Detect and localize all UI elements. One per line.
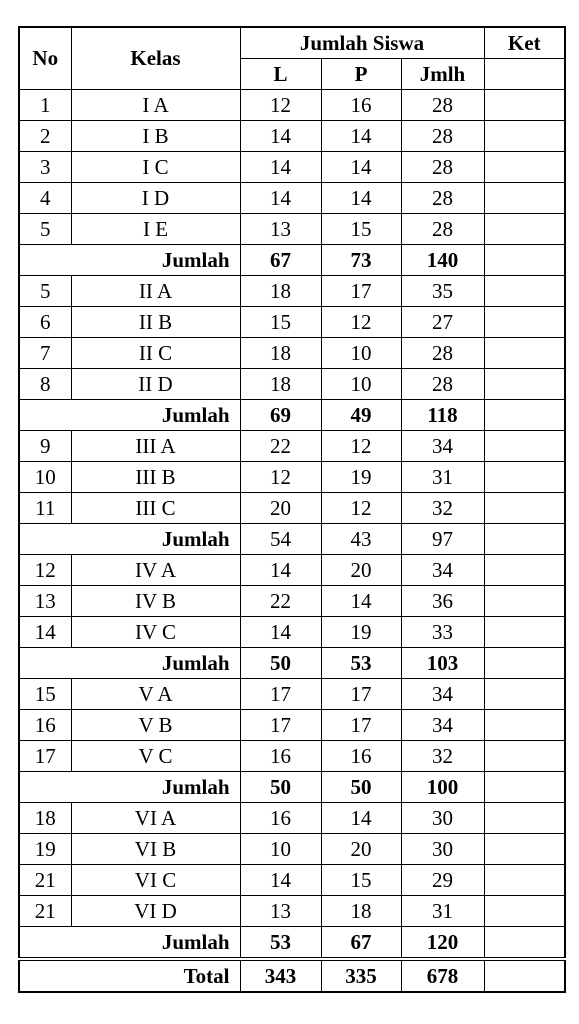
cell-jmlh: 34: [401, 555, 484, 586]
table-row: [19, 152, 565, 183]
cell-kelas: IV A: [71, 555, 240, 586]
table-row: [19, 710, 565, 741]
cell-ket: [484, 834, 565, 865]
cell-kelas: I E: [71, 214, 240, 245]
cell-jmlh: 34: [401, 431, 484, 462]
cell-jmlh: 28: [401, 90, 484, 121]
cell-jmlh: 31: [401, 896, 484, 927]
cell-no: 15: [19, 679, 71, 710]
subtotal-row: [19, 524, 565, 555]
cell-p: 20: [321, 555, 401, 586]
cell-p: 18: [321, 896, 401, 927]
cell-jmlh: 27: [401, 307, 484, 338]
table-row: [19, 679, 565, 710]
cell-ket: [484, 462, 565, 493]
cell-l: 18: [240, 276, 321, 307]
cell-ket: [484, 276, 565, 307]
header-p: P: [321, 59, 401, 90]
subtotal-label: Jumlah: [19, 648, 240, 679]
cell-p: 17: [321, 679, 401, 710]
table-row: [19, 865, 565, 896]
table-row: [19, 369, 565, 400]
subtotal-ket: [484, 648, 565, 679]
subtotal-ket: [484, 524, 565, 555]
cell-ket: [484, 679, 565, 710]
cell-jmlh: 28: [401, 121, 484, 152]
cell-ket: [484, 865, 565, 896]
cell-no: 7: [19, 338, 71, 369]
cell-no: 21: [19, 896, 71, 927]
header-l: L: [240, 59, 321, 90]
cell-p: 12: [321, 493, 401, 524]
cell-p: 16: [321, 741, 401, 772]
cell-ket: [484, 338, 565, 369]
cell-no: 9: [19, 431, 71, 462]
cell-p: 14: [321, 152, 401, 183]
total-l: 343: [240, 959, 321, 992]
cell-kelas: V C: [71, 741, 240, 772]
table-row: [19, 617, 565, 648]
cell-no: 4: [19, 183, 71, 214]
subtotal-row: [19, 400, 565, 431]
cell-no: 18: [19, 803, 71, 834]
cell-l: 14: [240, 121, 321, 152]
student-count-table: [18, 26, 566, 993]
cell-no: 13: [19, 586, 71, 617]
table-body: [19, 90, 565, 993]
table-row: [19, 276, 565, 307]
cell-kelas: I D: [71, 183, 240, 214]
cell-ket: [484, 617, 565, 648]
cell-ket: [484, 431, 565, 462]
cell-p: 17: [321, 710, 401, 741]
cell-no: 3: [19, 152, 71, 183]
cell-jmlh: 28: [401, 369, 484, 400]
cell-l: 17: [240, 710, 321, 741]
cell-ket: [484, 710, 565, 741]
table-row: [19, 741, 565, 772]
subtotal-label: Jumlah: [19, 927, 240, 960]
cell-ket: [484, 214, 565, 245]
subtotal-jmlh: 140: [401, 245, 484, 276]
cell-l: 14: [240, 865, 321, 896]
cell-kelas: VI B: [71, 834, 240, 865]
cell-kelas: VI C: [71, 865, 240, 896]
subtotal-ket: [484, 245, 565, 276]
subtotal-jmlh: 97: [401, 524, 484, 555]
cell-kelas: II B: [71, 307, 240, 338]
cell-l: 20: [240, 493, 321, 524]
cell-no: 8: [19, 369, 71, 400]
cell-ket: [484, 369, 565, 400]
subtotal-jmlh: 118: [401, 400, 484, 431]
cell-jmlh: 29: [401, 865, 484, 896]
cell-jmlh: 28: [401, 338, 484, 369]
total-ket: [484, 959, 565, 992]
cell-jmlh: 28: [401, 152, 484, 183]
cell-jmlh: 30: [401, 803, 484, 834]
subtotal-l: 50: [240, 648, 321, 679]
header-kelas: Kelas: [71, 27, 240, 90]
table-row: [19, 803, 565, 834]
cell-jmlh: 36: [401, 586, 484, 617]
cell-p: 15: [321, 214, 401, 245]
cell-l: 15: [240, 307, 321, 338]
cell-no: 6: [19, 307, 71, 338]
cell-l: 13: [240, 214, 321, 245]
cell-ket: [484, 183, 565, 214]
cell-p: 19: [321, 617, 401, 648]
table-row: [19, 121, 565, 152]
cell-l: 16: [240, 803, 321, 834]
cell-jmlh: 33: [401, 617, 484, 648]
subtotal-p: 53: [321, 648, 401, 679]
cell-jmlh: 34: [401, 710, 484, 741]
cell-ket: [484, 121, 565, 152]
cell-ket: [484, 493, 565, 524]
cell-p: 14: [321, 183, 401, 214]
header-ket: Ket: [484, 27, 565, 59]
table-row: [19, 462, 565, 493]
cell-kelas: VI A: [71, 803, 240, 834]
cell-jmlh: 32: [401, 493, 484, 524]
cell-jmlh: 35: [401, 276, 484, 307]
subtotal-row: [19, 648, 565, 679]
cell-no: 16: [19, 710, 71, 741]
subtotal-l: 50: [240, 772, 321, 803]
total-label: Total: [19, 959, 240, 992]
cell-kelas: IV C: [71, 617, 240, 648]
header-jumlah-siswa: Jumlah Siswa: [240, 27, 484, 59]
cell-no: 19: [19, 834, 71, 865]
table-row: [19, 90, 565, 121]
subtotal-jmlh: 103: [401, 648, 484, 679]
cell-kelas: II A: [71, 276, 240, 307]
subtotal-ket: [484, 927, 565, 960]
cell-no: 2: [19, 121, 71, 152]
cell-p: 10: [321, 369, 401, 400]
table-row: [19, 338, 565, 369]
subtotal-p: 43: [321, 524, 401, 555]
subtotal-row: [19, 772, 565, 803]
cell-no: 11: [19, 493, 71, 524]
header-no: No: [19, 27, 71, 90]
cell-kelas: II D: [71, 369, 240, 400]
subtotal-label: Jumlah: [19, 524, 240, 555]
cell-l: 12: [240, 462, 321, 493]
cell-ket: [484, 152, 565, 183]
subtotal-ket: [484, 400, 565, 431]
table-row: [19, 555, 565, 586]
subtotal-jmlh: 120: [401, 927, 484, 960]
cell-kelas: I B: [71, 121, 240, 152]
subtotal-p: 49: [321, 400, 401, 431]
subtotal-l: 53: [240, 927, 321, 960]
table-row: [19, 493, 565, 524]
subtotal-row: [19, 927, 565, 960]
cell-kelas: VI D: [71, 896, 240, 927]
subtotal-row: [19, 245, 565, 276]
cell-p: 19: [321, 462, 401, 493]
cell-ket: [484, 307, 565, 338]
cell-ket: [484, 803, 565, 834]
cell-no: 1: [19, 90, 71, 121]
subtotal-l: 54: [240, 524, 321, 555]
cell-no: 17: [19, 741, 71, 772]
cell-ket: [484, 741, 565, 772]
cell-kelas: V B: [71, 710, 240, 741]
cell-kelas: III B: [71, 462, 240, 493]
cell-ket: [484, 555, 565, 586]
cell-jmlh: 32: [401, 741, 484, 772]
cell-no: 5: [19, 276, 71, 307]
cell-l: 22: [240, 586, 321, 617]
cell-no: 10: [19, 462, 71, 493]
cell-p: 14: [321, 586, 401, 617]
cell-jmlh: 31: [401, 462, 484, 493]
cell-l: 13: [240, 896, 321, 927]
subtotal-l: 67: [240, 245, 321, 276]
cell-p: 15: [321, 865, 401, 896]
header-jmlh: Jmlh: [401, 59, 484, 90]
cell-l: 18: [240, 338, 321, 369]
table-row: [19, 896, 565, 927]
cell-l: 17: [240, 679, 321, 710]
subtotal-p: 67: [321, 927, 401, 960]
cell-ket: [484, 586, 565, 617]
cell-l: 12: [240, 90, 321, 121]
cell-l: 14: [240, 617, 321, 648]
header-ket-blank: [484, 59, 565, 90]
table-row: [19, 307, 565, 338]
table-row: [19, 431, 565, 462]
cell-p: 12: [321, 307, 401, 338]
cell-no: 14: [19, 617, 71, 648]
cell-p: 14: [321, 121, 401, 152]
cell-ket: [484, 90, 565, 121]
subtotal-label: Jumlah: [19, 245, 240, 276]
subtotal-jmlh: 100: [401, 772, 484, 803]
cell-l: 14: [240, 555, 321, 586]
cell-kelas: V A: [71, 679, 240, 710]
cell-l: 22: [240, 431, 321, 462]
subtotal-p: 73: [321, 245, 401, 276]
cell-kelas: IV B: [71, 586, 240, 617]
cell-kelas: I C: [71, 152, 240, 183]
subtotal-p: 50: [321, 772, 401, 803]
cell-p: 14: [321, 803, 401, 834]
cell-p: 10: [321, 338, 401, 369]
cell-kelas: III C: [71, 493, 240, 524]
cell-p: 20: [321, 834, 401, 865]
cell-ket: [484, 896, 565, 927]
cell-no: 21: [19, 865, 71, 896]
cell-kelas: II C: [71, 338, 240, 369]
table-row: [19, 834, 565, 865]
total-row: [19, 959, 565, 992]
cell-jmlh: 30: [401, 834, 484, 865]
cell-l: 10: [240, 834, 321, 865]
cell-p: 17: [321, 276, 401, 307]
subtotal-ket: [484, 772, 565, 803]
cell-l: 16: [240, 741, 321, 772]
cell-no: 5: [19, 214, 71, 245]
table-row: [19, 586, 565, 617]
cell-jmlh: 28: [401, 214, 484, 245]
total-p: 335: [321, 959, 401, 992]
cell-l: 14: [240, 183, 321, 214]
cell-kelas: III A: [71, 431, 240, 462]
cell-l: 14: [240, 152, 321, 183]
cell-no: 12: [19, 555, 71, 586]
cell-l: 18: [240, 369, 321, 400]
subtotal-label: Jumlah: [19, 400, 240, 431]
subtotal-label: Jumlah: [19, 772, 240, 803]
cell-kelas: I A: [71, 90, 240, 121]
table-row: [19, 214, 565, 245]
total-jmlh: 678: [401, 959, 484, 992]
cell-p: 12: [321, 431, 401, 462]
cell-jmlh: 28: [401, 183, 484, 214]
cell-jmlh: 34: [401, 679, 484, 710]
cell-p: 16: [321, 90, 401, 121]
subtotal-l: 69: [240, 400, 321, 431]
table-row: [19, 183, 565, 214]
